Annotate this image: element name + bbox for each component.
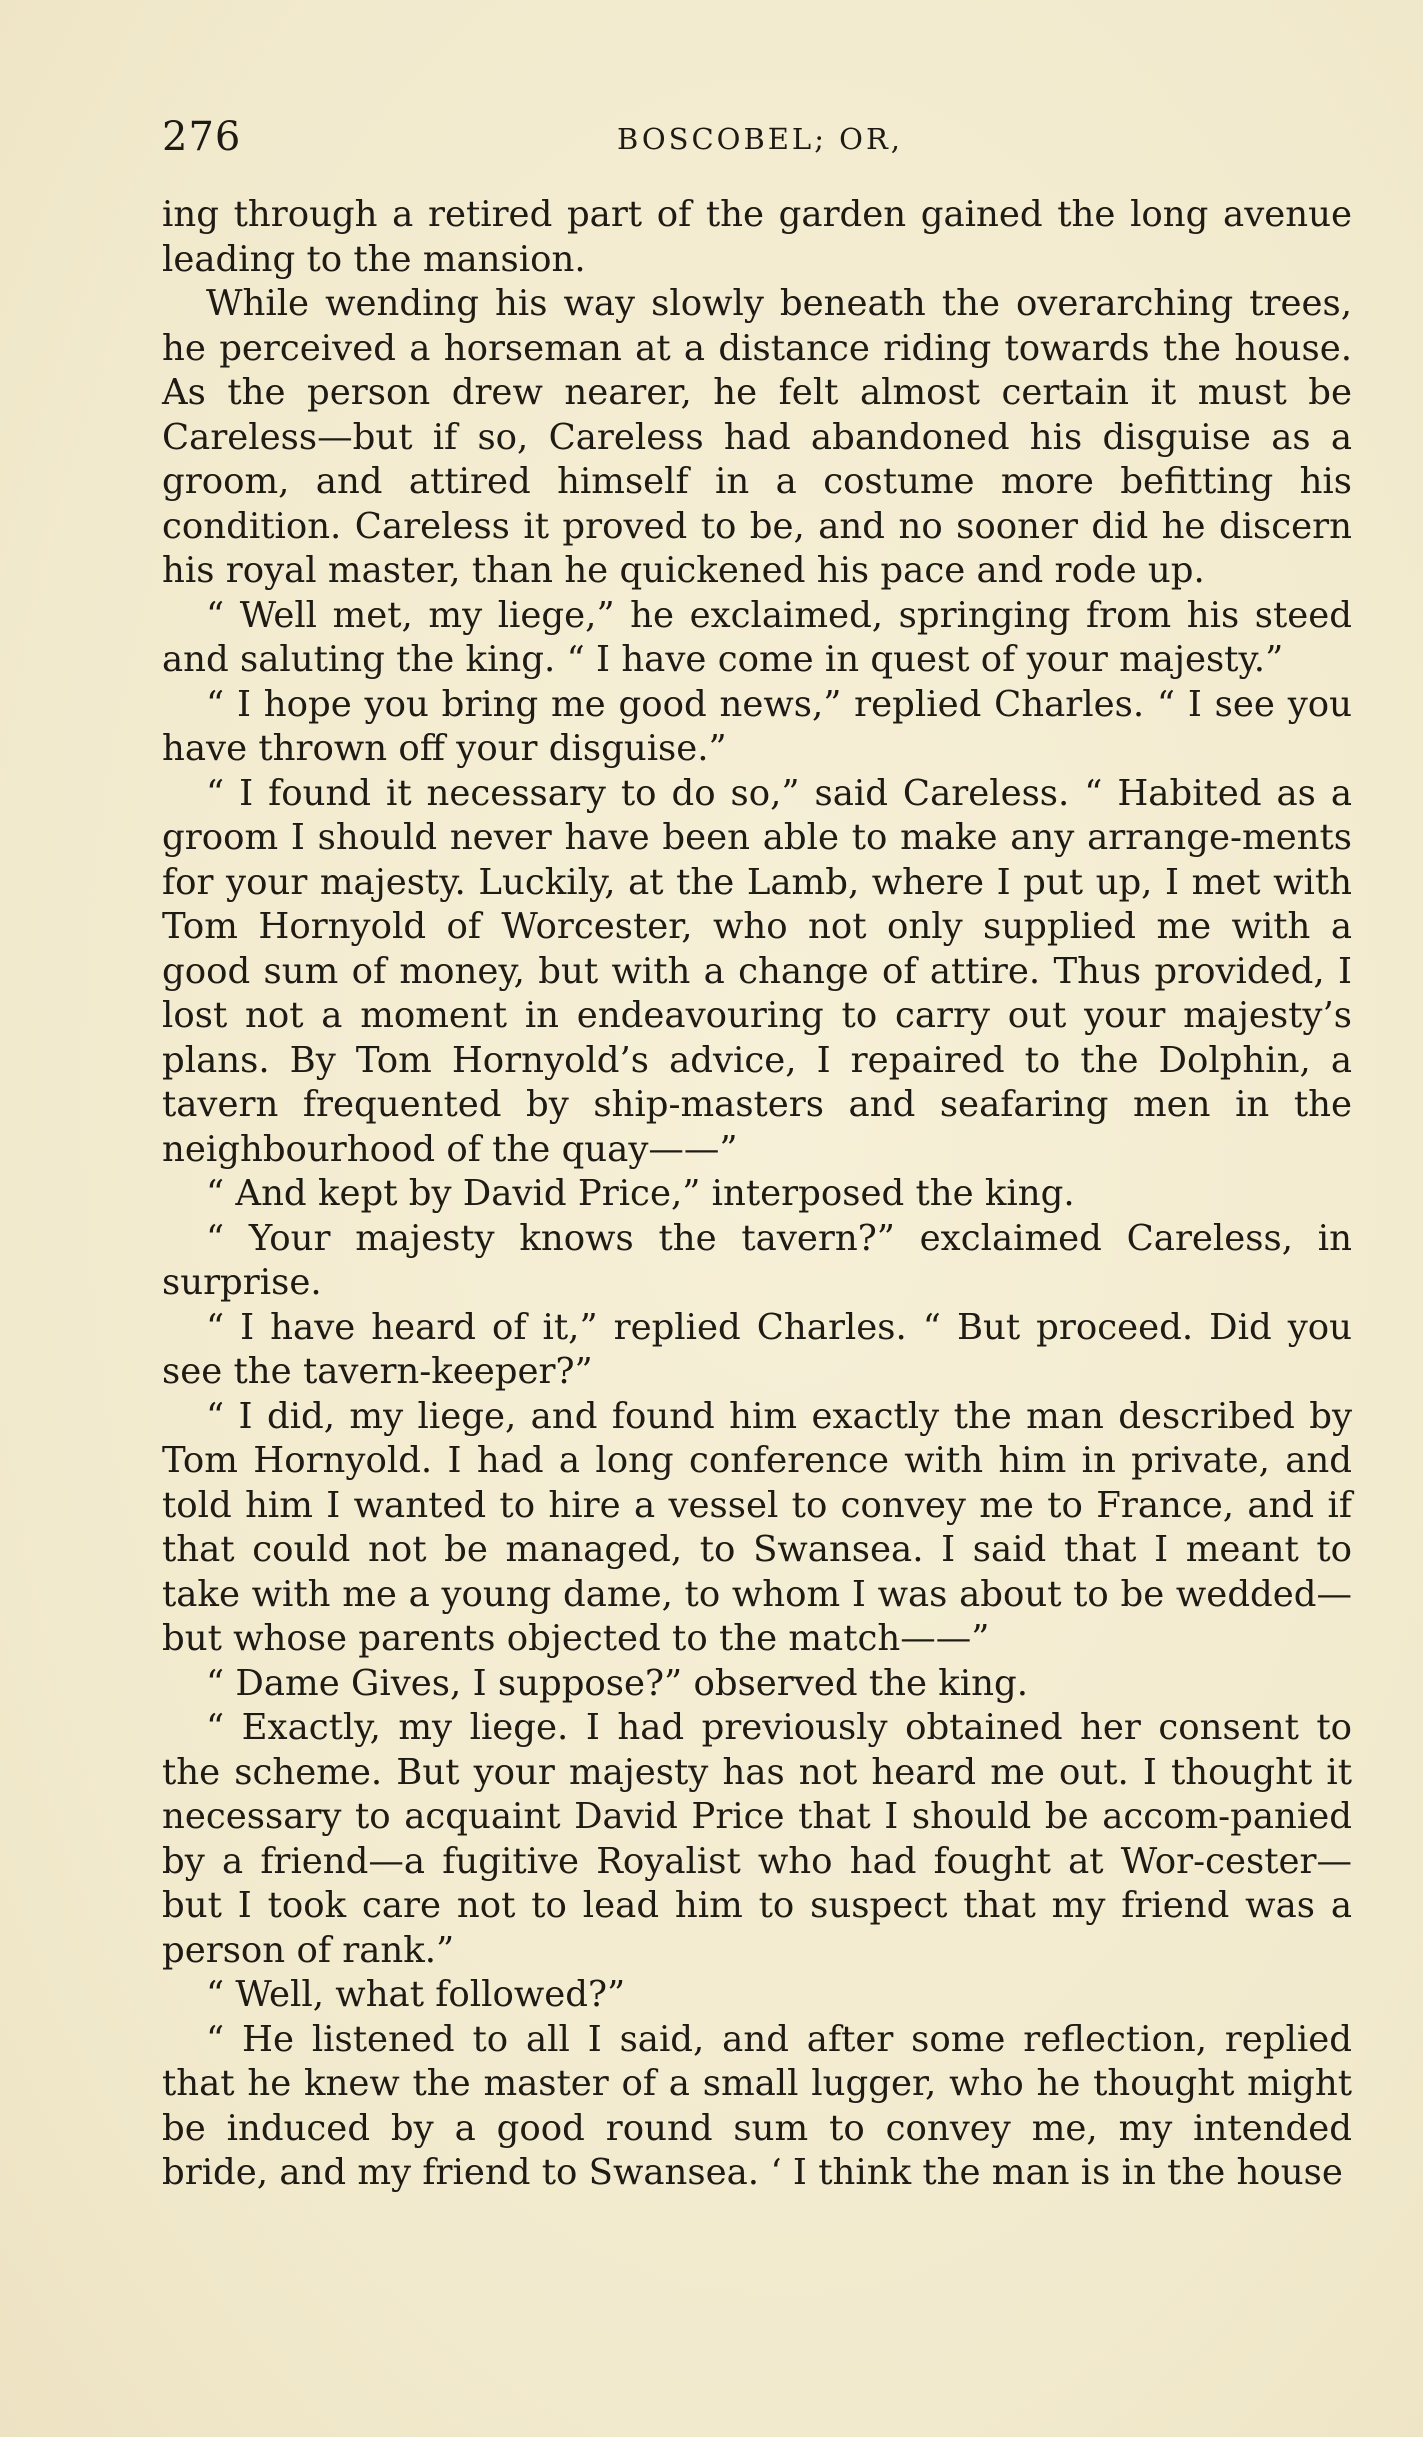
paragraph: “ Your majesty knows the tavern?” exclaimed Careless, in surprise. xyxy=(162,1217,1352,1303)
paragraph: “ He listened to all I said, and after some reflection, replied that he knew the master of a small lugger, who he thought might be induced by a good round sum to convey me, my intended bride, and my friend to Swansea. ‘ I think the man is in the house xyxy=(162,2018,1352,2193)
paragraph: “ I hope you bring me good news,” replied Charles. “ I see you have thrown off your disguise.” xyxy=(162,683,1352,769)
paragraph: “ I did, my liege, and found him exactly the man described by Tom Hornyold. I had a long conference with him in private, and told him I wanted to hire a vessel to convey me to France, and if that could not be managed, to Swansea. I said that I meant to take with me a young dame, to whom I was about to be wedded—but whose parents objected to the match——” xyxy=(162,1395,1352,1659)
paragraph: While wending his way slowly beneath the overarching trees, he perceived a horseman at a distance riding towards the house. As the person drew nearer, he felt almost certain it must be Careless—but if so, Careless had abandoned his disguise as a groom, and attired himself in a costume more befitting his condition. Careless it proved to be, and no sooner did he discern his royal master, than he quickened his pace and rode up. xyxy=(162,283,1352,591)
paragraph: “ Well met, my liege,” he exclaimed, springing from his steed and saluting the king. “ I have come in quest of your majesty.” xyxy=(162,594,1352,680)
running-head: BOSCOBEL; OR, xyxy=(617,122,904,156)
paragraph: ing through a retired part of the garden gained the long avenue leading to the mansion. xyxy=(162,194,1352,280)
paragraph: “ Exactly, my liege. I had previously obtained her consent to the scheme. But your majesty has not heard me out. I thought it necessary to acquaint David Price that I should be accom-panied by a friend—a fugitive Royalist who had fought at Wor-cester—but I took care not to lead him to suspect that my friend was a person of rank.” xyxy=(162,1707,1352,1971)
page-header xyxy=(162,114,1362,174)
paragraph: “ I found it necessary to do so,” said Careless. “ Habited as a groom I should never have been able to make any arrange-ments for your majesty. Luckily, at the Lamb, where I put up, I met with Tom Hornyold of Worcester, who not only supplied me with a good sum of money, but with a change of attire. Thus provided, I lost not a moment in endeavouring to carry out your majesty’s plans. By Tom Hornyold’s advice, I repaired to the Dolphin, a tavern frequented by ship-masters and seafaring men in the neighbourhood of the quay——” xyxy=(162,772,1352,1170)
paragraph: “ Dame Gives, I suppose?” observed the king. xyxy=(206,1662,1029,1704)
paragraph: “ I have heard of it,” replied Charles. “ But proceed. Did you see the tavern-keeper?” xyxy=(162,1306,1352,1392)
paragraph: “ And kept by David Price,” interposed the king. xyxy=(206,1173,1075,1214)
paragraph: “ Well, what followed?” xyxy=(206,1974,626,2015)
page-number: 276 xyxy=(162,114,242,160)
body-text xyxy=(162,193,1352,2196)
